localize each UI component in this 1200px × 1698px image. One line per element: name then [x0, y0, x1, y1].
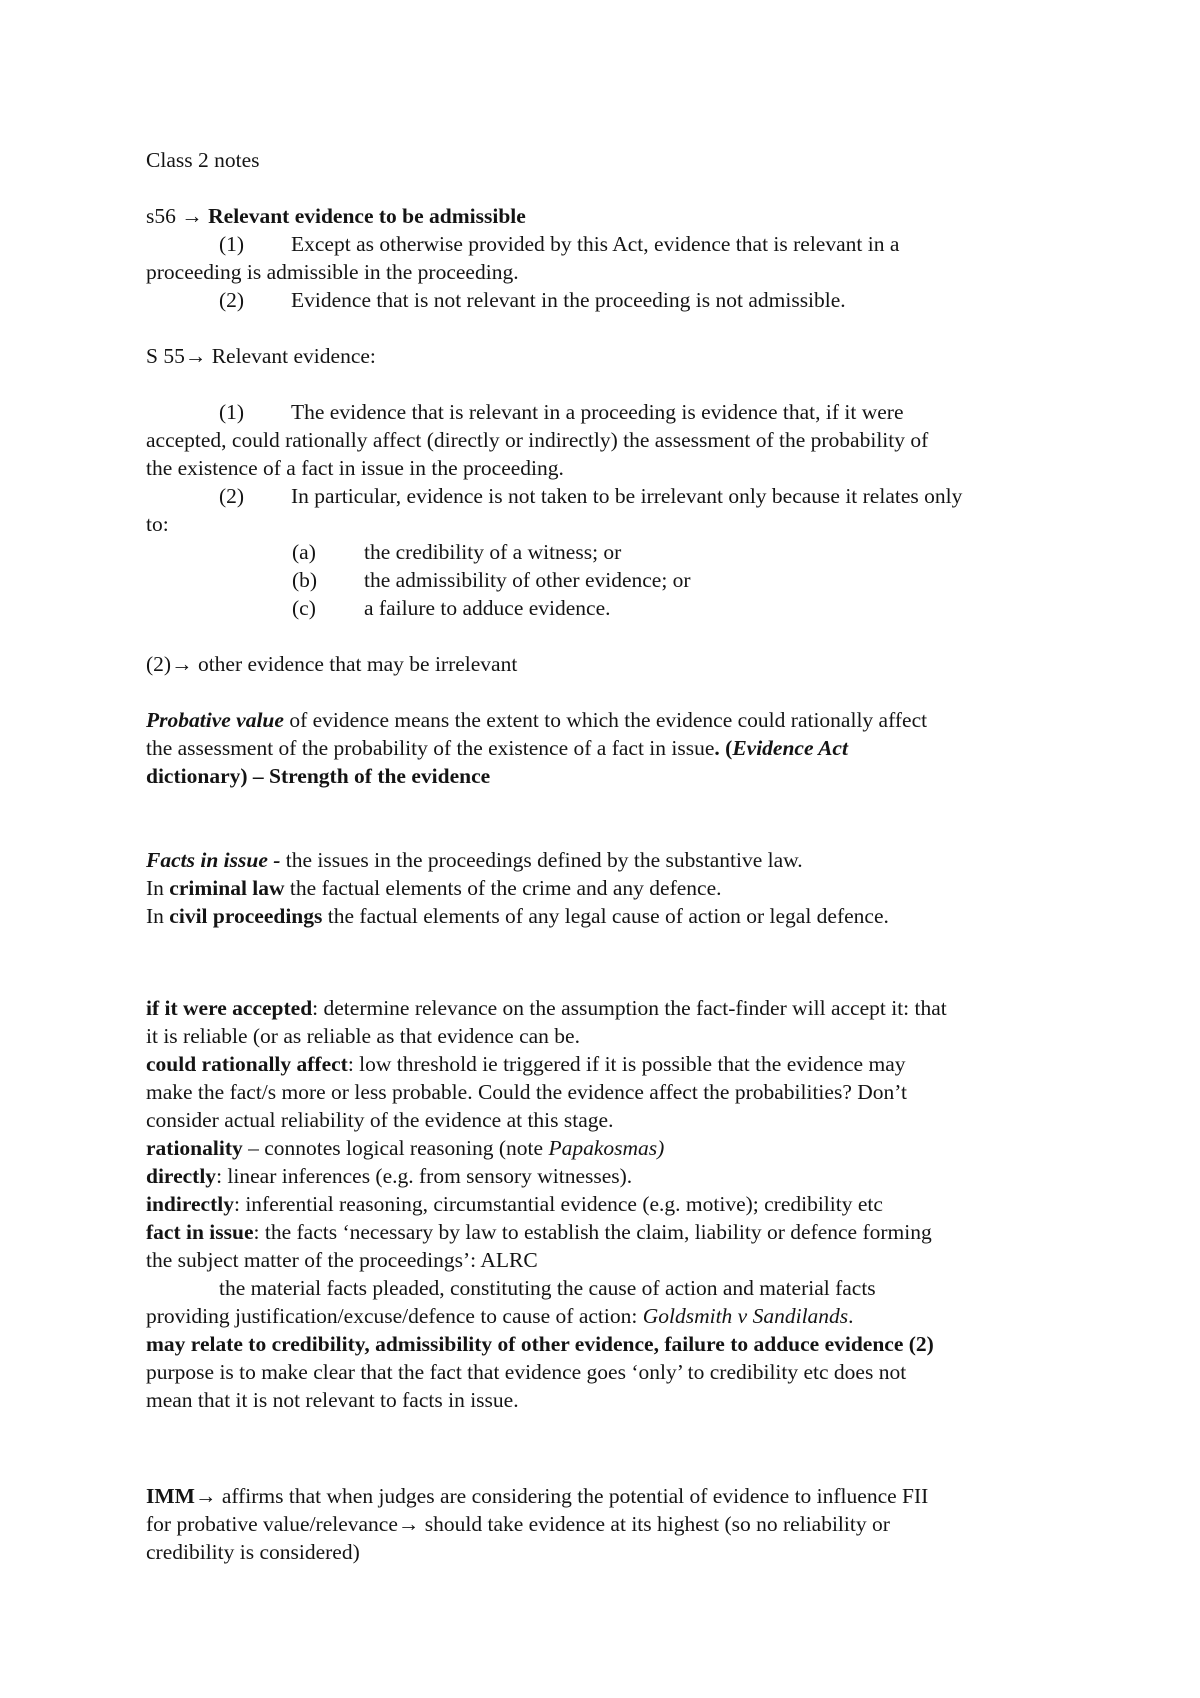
item-number: (1): [219, 400, 245, 424]
arrow-icon: →: [184, 344, 207, 368]
probative-punct: . (: [714, 736, 733, 760]
note-term: if it were accepted: [146, 996, 313, 1020]
other-evidence-line: [146, 650, 1066, 678]
arrow-icon: →: [171, 652, 193, 676]
note-rational-cont: consider actual reliability of the evidence at this stage.: [146, 1108, 614, 1132]
s55-item-2: [146, 482, 1066, 510]
note-accepted: [146, 994, 1066, 1022]
note-rational: [146, 1050, 1066, 1078]
case-name: Goldsmith v Sandilands: [642, 1304, 849, 1328]
note-term: directly: [146, 1164, 217, 1188]
facts-text: the factual elements of the crime and any defence.: [284, 876, 722, 900]
note-term: could rationally affect: [146, 1052, 348, 1076]
s56-item-1: [146, 230, 1066, 258]
note-fact-in-issue-cont: the subject matter of the proceedings’: ALRC: [146, 1248, 538, 1272]
imm-line-1: [146, 1482, 1066, 1510]
note-accepted-cont: it is reliable (or as reliable as that evidence can be.: [146, 1024, 580, 1048]
note-text: : inferential reasoning, circumstantial evidence (e.g. motive); credibility etc: [233, 1192, 883, 1216]
s55-item-1-continued: accepted, could rationally affect (directly or indirectly) the assessment of the probability of: [146, 428, 929, 452]
s55-heading-text: Relevant evidence:: [206, 344, 376, 368]
probative-line-3: [146, 762, 1066, 790]
note-purpose-cont: mean that it is not relevant to facts in issue.: [146, 1388, 519, 1412]
note-text: providing justification/excuse/defence to cause of action:: [146, 1304, 643, 1328]
note-term: indirectly: [146, 1192, 234, 1216]
imm-text: for probative value/relevance: [146, 1512, 398, 1536]
note-purpose: purpose is to make clear that the fact that evidence goes ‘only’ to credibility etc does not: [146, 1360, 907, 1384]
probative-text: the assessment of the probability of the existence of a fact in issue: [146, 736, 715, 760]
facts-term: Facts in issue -: [146, 848, 281, 872]
probative-line-1: [146, 706, 1066, 734]
note-text: : determine relevance on the assumption the fact-finder will accept it: that: [312, 996, 947, 1020]
facts-line-1: [146, 846, 1066, 874]
imm-text: should take evidence at its highest (so no reliability or: [419, 1512, 890, 1536]
s56-label: s56: [146, 204, 176, 228]
s56-heading: [146, 202, 1066, 230]
note-rationality: [146, 1134, 1066, 1162]
note-indirectly: [146, 1190, 1066, 1218]
subitem-text: the admissibility of other evidence; or: [364, 568, 691, 592]
facts-line-3: [146, 902, 1066, 930]
facts-text: the factual elements of any legal cause of action or legal defence.: [322, 904, 889, 928]
imm-line-3: credibility is considered): [146, 1540, 360, 1564]
item-text: The evidence that is relevant in a proceeding is evidence that, if it were: [291, 400, 904, 424]
facts-text: In: [146, 904, 170, 928]
note-text: – connotes logical reasoning (note: [242, 1136, 549, 1160]
s55-subitem-a: [146, 538, 1066, 566]
probative-text: of evidence means the extent to which the evidence could rationally affect: [283, 708, 928, 732]
page-title: Class 2 notes: [146, 148, 260, 172]
s56-heading-text: Relevant evidence to be admissible: [208, 204, 526, 228]
probative-line-2: [146, 734, 1066, 762]
item-number: (2): [219, 288, 245, 312]
note-term: may relate to credibility, admissibility of other evidence, failure to adduce evidence (2): [146, 1332, 934, 1356]
probative-source: Evidence Act: [732, 736, 848, 760]
facts-line-2: [146, 874, 1066, 902]
item-text: In particular, evidence is not taken to be irrelevant only because it relates only: [291, 484, 963, 508]
other-text: other evidence that may be irrelevant: [192, 652, 518, 676]
note-material: the material facts pleaded, constituting the cause of action and material facts: [219, 1276, 876, 1300]
note-rational-cont: make the fact/s more or less probable. Could the evidence affect the probabilities? Don’t: [146, 1080, 908, 1104]
item-text: Evidence that is not relevant in the proceeding is not admissible.: [291, 288, 846, 312]
s56-item-2: [146, 286, 1066, 314]
s55-item-1: [146, 398, 1066, 426]
imm-term: IMM: [146, 1484, 195, 1508]
probative-term: Probative value: [146, 708, 284, 732]
note-term: rationality: [146, 1136, 243, 1160]
note-text: .: [848, 1304, 854, 1328]
s55-subitem-c: [146, 594, 1066, 622]
other-prefix: (2): [146, 652, 172, 676]
note-text: : linear inferences (e.g. from sensory witnesses).: [216, 1164, 633, 1188]
facts-text: In: [146, 876, 170, 900]
s55-subitem-b: [146, 566, 1066, 594]
facts-keyword: civil proceedings: [169, 904, 323, 928]
imm-text: affirms that when judges are considering the potential of evidence to influence FII: [216, 1484, 929, 1508]
item-text: Except as otherwise provided by this Act, evidence that is relevant in a: [291, 232, 900, 256]
probative-summary: dictionary) – Strength of the evidence: [146, 764, 491, 788]
note-term: fact in issue: [146, 1220, 254, 1244]
facts-text: the issues in the proceedings defined by the substantive law.: [280, 848, 803, 872]
subitem-letter: (a): [292, 540, 316, 564]
item-number: (1): [219, 232, 245, 256]
s55-item-1-continued: the existence of a fact in issue in the proceeding.: [146, 456, 564, 480]
subitem-text: a failure to adduce evidence.: [364, 596, 611, 620]
case-name: Papakosmas): [548, 1136, 665, 1160]
imm-line-2: [146, 1510, 1066, 1538]
arrow-icon: →: [397, 1512, 420, 1536]
item-number: (2): [219, 484, 245, 508]
note-may-relate: [146, 1330, 1066, 1358]
note-material-cont: [146, 1302, 1066, 1330]
subitem-text: the credibility of a witness; or: [364, 540, 622, 564]
note-directly: [146, 1162, 1066, 1190]
s55-label: S 55: [146, 344, 185, 368]
note-text: : low threshold ie triggered if it is possible that the evidence may: [347, 1052, 906, 1076]
s56-item-1-continued: proceeding is admissible in the proceeding.: [146, 260, 519, 284]
s55-item-2-continued: to:: [146, 512, 169, 536]
note-fact-in-issue: [146, 1218, 1066, 1246]
document-body: [146, 146, 1066, 1566]
facts-keyword: criminal law: [169, 876, 285, 900]
arrow-icon: →: [194, 1484, 217, 1508]
arrow-icon: →: [181, 204, 203, 228]
subitem-letter: (c): [292, 596, 316, 620]
note-text: : the facts ‘necessary by law to establish the claim, liability or defence forming: [253, 1220, 932, 1244]
subitem-letter: (b): [292, 568, 318, 592]
s55-heading: [146, 342, 1066, 370]
